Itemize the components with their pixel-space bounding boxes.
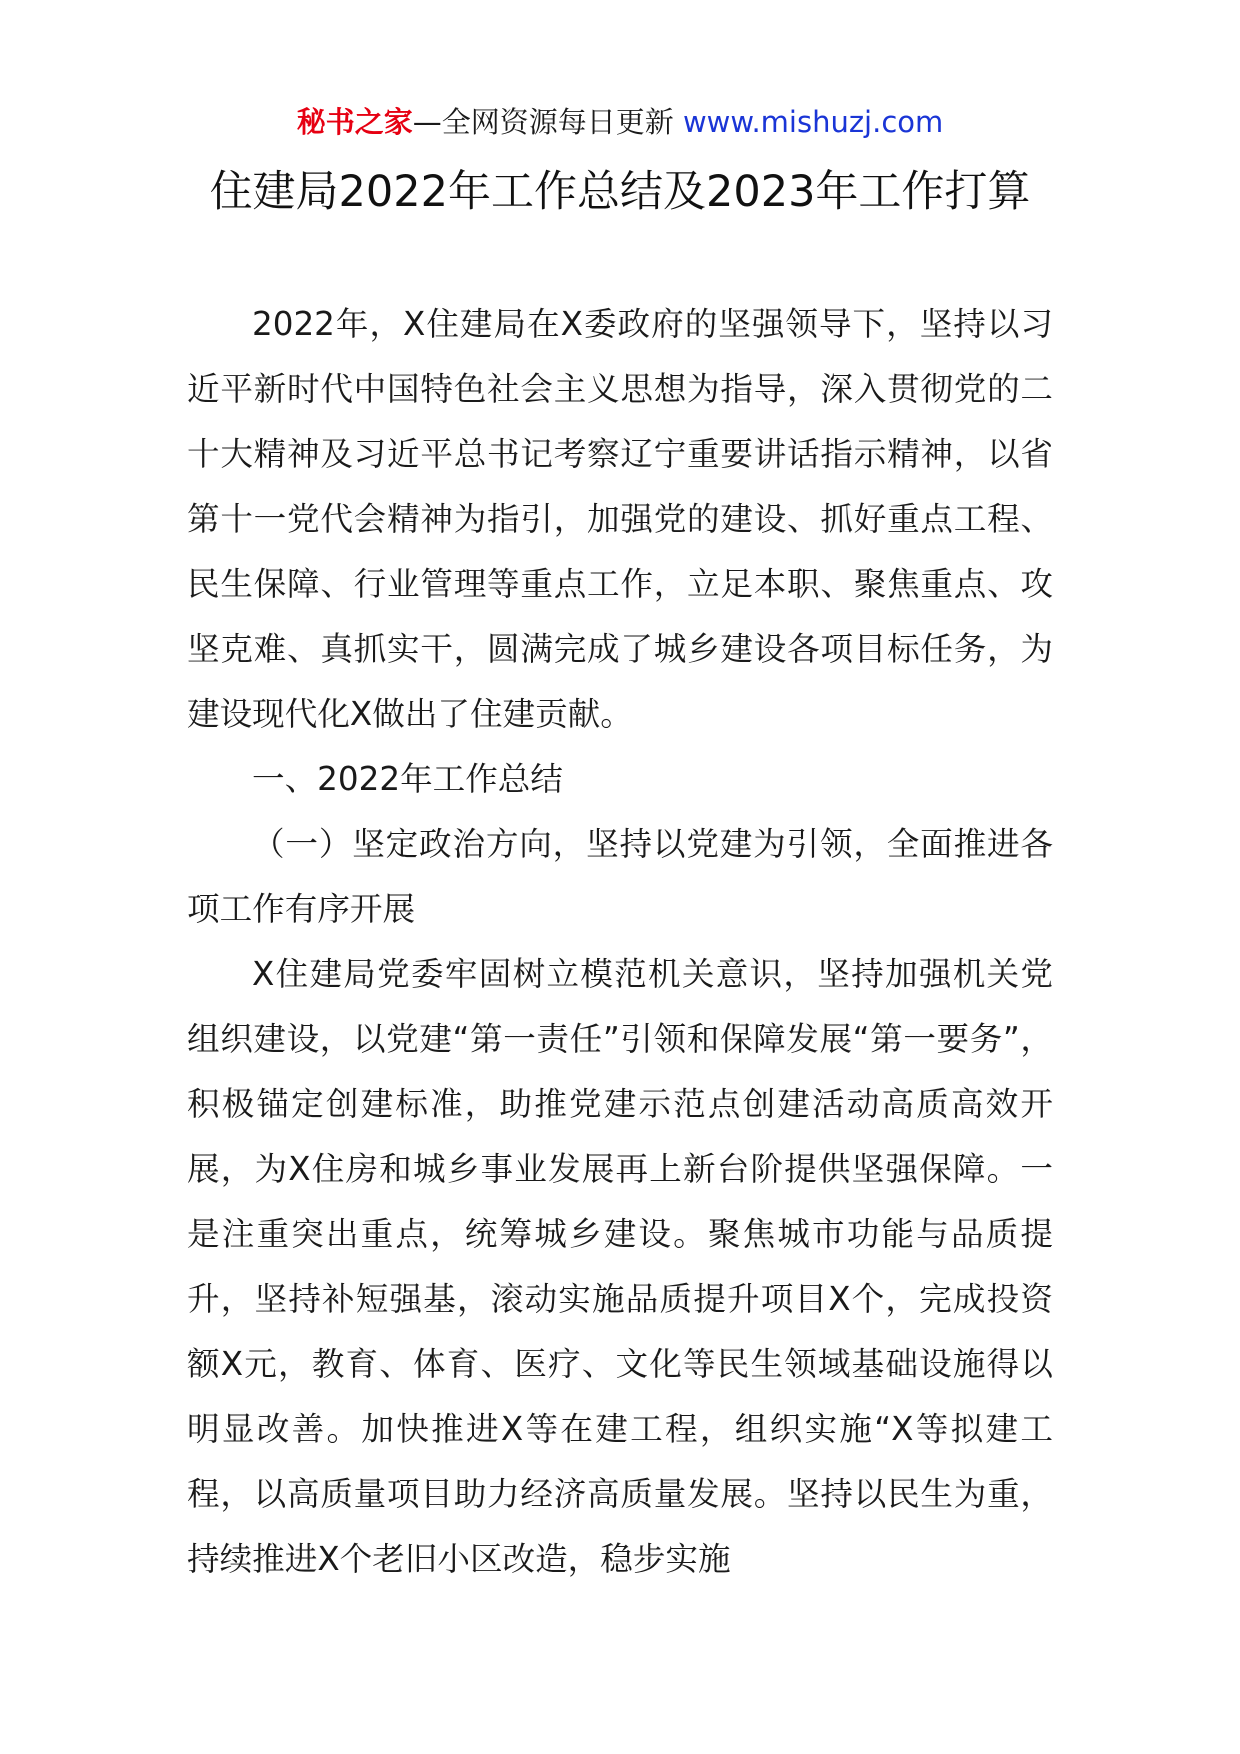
- intro-paragraph: 2022年，X住建局在X委政府的坚强领导下，坚持以习近平新时代中国特色社会主义思想为指导，深入贯彻党的二十大精神及习近平总书记考察辽宁重要讲话指示精神，以省第十一党代会精神为指引，加强党的建设、抓好重点工程、民生保障、行业管理等重点工作，立足本职、聚焦重点、攻坚克难、真抓实干，圆满完成了城乡建设各项目标任务，为建设现代化X做出了住建贡献。: [187, 305, 1053, 733]
- document-title: 住建局2022年工作总结及2023年工作打算: [209, 167, 1031, 217]
- subsection-heading: （一）坚定政治方向，坚持以党建为引领，全面推进各项工作有序开展: [187, 825, 1053, 928]
- site-url-link[interactable]: www.mishuzj.com: [682, 105, 944, 139]
- section-heading: 一、2022年工作总结: [252, 760, 563, 798]
- body-paragraph: X住建局党委牢固树立模范机关意识，坚持加强机关党组织建设，以党建“第一责任”引领和保障发展“第一要务”，积极锚定创建标准，助推党建示范点创建活动高质高效开展，为X住房和城乡事业发展再上新台阶提供坚强保障。一是注重突出重点，统筹城乡建设。聚焦城市功能与品质提升，坚持补短强基，滚动实施品质提升项目X个，完成投资额X元，教育、体育、医疗、文化等民生领域基础设施得以明显改善。加快推进X等在建工程，组织实施“X等拟建工程，以高质量项目助力经济高质量发展。坚持以民生为重，持续推进X个老旧小区改造，稳步实施: [187, 955, 1053, 1578]
- site-header: [0, 102, 1240, 142]
- header-tagline: —全网资源每日更新: [412, 105, 674, 139]
- brand-name: 秘书之家: [296, 105, 413, 139]
- document-body: [187, 292, 1053, 1592]
